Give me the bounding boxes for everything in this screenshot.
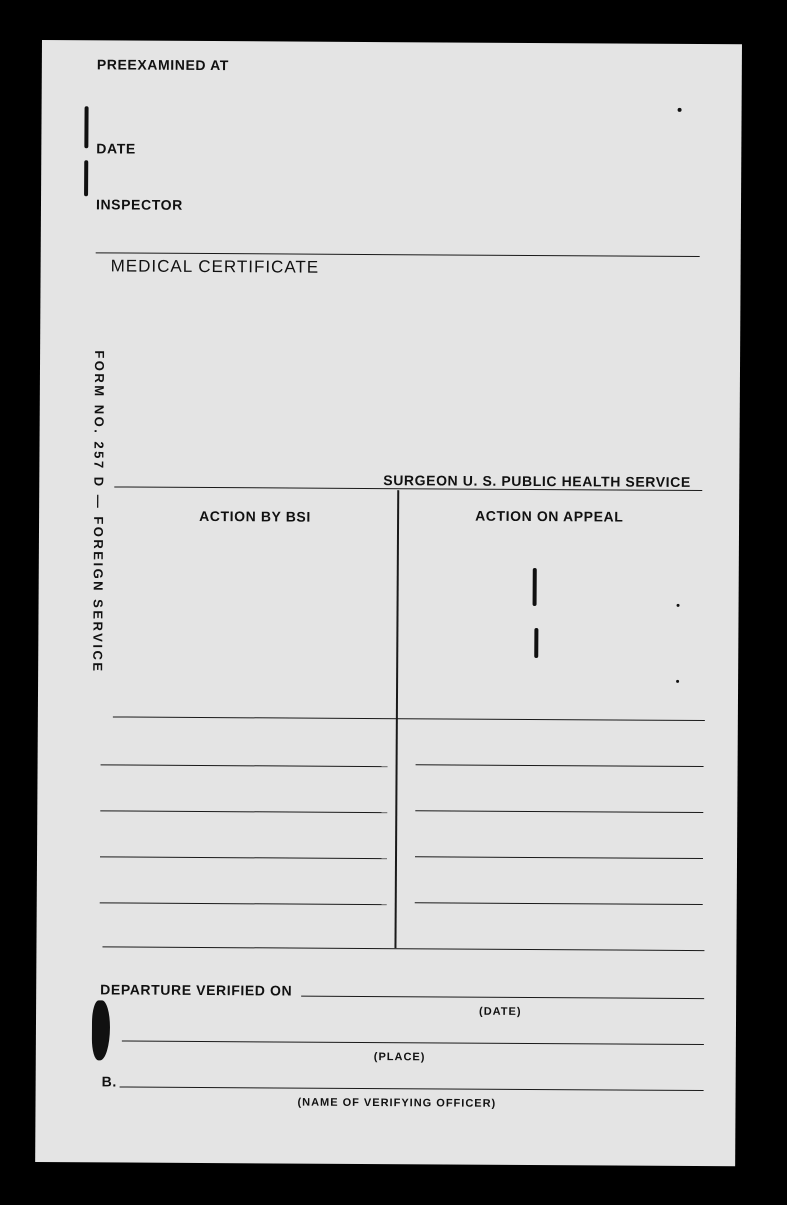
appeal-entry-line[interactable] xyxy=(415,810,703,813)
departure-verified-label: DEPARTURE VERIFIED ON xyxy=(100,981,293,999)
officer-caption: (NAME OF VERIFYING OFFICER) xyxy=(297,1096,497,1110)
ink-speck xyxy=(676,680,679,683)
action-by-bsi-heading: ACTION BY BSI xyxy=(199,507,311,525)
appeal-entry-line[interactable] xyxy=(415,856,703,859)
action-divider xyxy=(113,716,705,721)
staple-mark xyxy=(533,568,537,606)
staple-mark xyxy=(84,106,88,148)
departure-date-line[interactable] xyxy=(301,996,704,999)
medical-certificate-card xyxy=(35,40,742,1166)
place-caption: (PLACE) xyxy=(373,1051,426,1064)
bsi-entry-line[interactable] xyxy=(100,810,387,813)
inspector-label: INSPECTOR xyxy=(95,196,183,213)
verifying-officer-line[interactable] xyxy=(120,1086,704,1091)
bsi-entry-line[interactable] xyxy=(101,764,388,767)
bsi-entry-line[interactable] xyxy=(100,856,387,859)
by-label: B. xyxy=(101,1073,117,1090)
action-on-appeal-heading: ACTION ON APPEAL xyxy=(475,507,624,525)
departure-place-line[interactable] xyxy=(122,1041,704,1046)
appeal-entry-line[interactable] xyxy=(415,902,703,905)
action-bottom-divider xyxy=(102,946,704,951)
date-caption: (DATE) xyxy=(479,1005,522,1018)
ink-speck xyxy=(677,604,680,607)
certificate-title: MEDICAL CERTIFICATE xyxy=(110,256,320,277)
staple-mark xyxy=(84,160,88,196)
staple-mark xyxy=(534,628,538,658)
surgeon-signature-label: SURGEON U. S. PUBLIC HEALTH SERVICE xyxy=(383,472,691,490)
ink-blot xyxy=(92,1000,110,1060)
ink-speck xyxy=(678,108,682,112)
preexamined-at-label: PREEXAMINED AT xyxy=(96,56,229,74)
bsi-entry-line[interactable] xyxy=(100,902,387,905)
appeal-entry-line[interactable] xyxy=(416,764,704,767)
date-label: DATE xyxy=(96,140,136,157)
form-number-label: FORM NO. 257 D — FOREIGN SERVICE xyxy=(90,350,108,674)
